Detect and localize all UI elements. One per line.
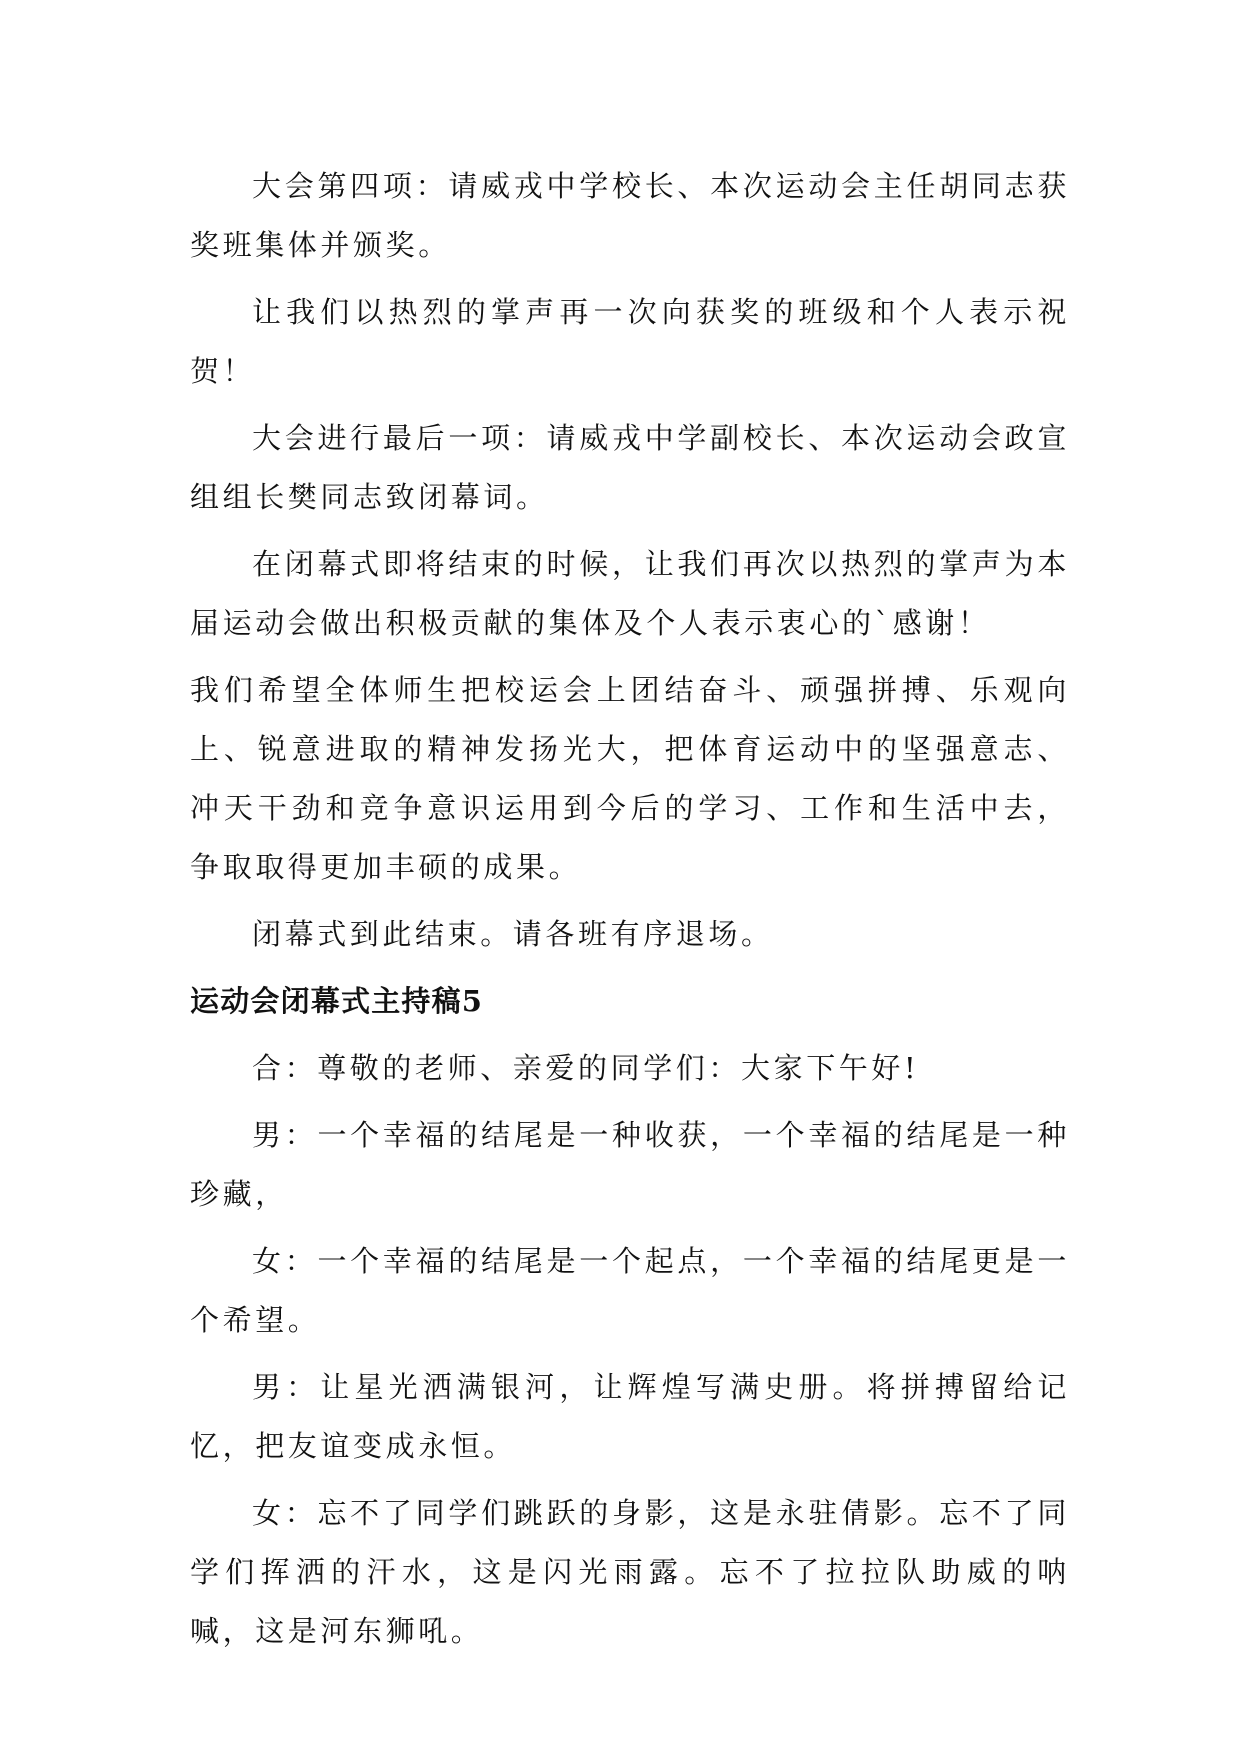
paragraph-award-ceremony: 大会第四项：请威戎中学校长、本次运动会主任胡同志获奖班集体并颁奖。 (190, 169, 1070, 262)
paragraph-congratulations: 让我们以热烈的掌声再一次向获奖的班级和个人表示祝贺！ (190, 295, 1070, 388)
paragraph-thanks: 在闭幕式即将结束的时候，让我们再次以热烈的掌声为本届运动会做出积极贡献的集体及个人表示衷心的`感谢！ (190, 547, 1070, 640)
paragraph-closing-speech: 大会进行最后一项：请威戎中学副校长、本次运动会政宣组组长樊同志致闭幕词。 (190, 421, 1070, 514)
paragraph-female-2: 女：忘不了同学们跳跃的身影，这是永驻倩影。忘不了同学们挥洒的汗水，这是闪光雨露。忘不了拉拉队助威的呐喊，这是河东狮吼。 (190, 1496, 1070, 1648)
document-page (190, 157, 1070, 1669)
paragraph-male-1: 男：一个幸福的结尾是一种收获，一个幸福的结尾是一种珍藏， (190, 1118, 1070, 1211)
section-title: 运动会闭幕式主持稿5 (190, 984, 484, 1018)
paragraph-greeting: 合：尊敬的老师、亲爱的同学们：大家下午好! (252, 1051, 920, 1085)
paragraph-hope: 我们希望全体师生把校运会上团结奋斗、顽强拼搏、乐观向上、锐意进取的精神发扬光大，把体育运动中的坚强意志、冲天干劲和竞争意识运用到今后的学习、工作和生活中去，争取取得更加丰硕的成果。 (190, 673, 1070, 884)
paragraph-female-1: 女：一个幸福的结尾是一个起点，一个幸福的结尾更是一个希望。 (190, 1244, 1070, 1337)
paragraph-male-2: 男：让星光洒满银河，让辉煌写满史册。将拼搏留给记忆，把友谊变成永恒。 (190, 1370, 1070, 1463)
paragraph-closing-end: 闭幕式到此结束。请各班有序退场。 (252, 917, 774, 951)
